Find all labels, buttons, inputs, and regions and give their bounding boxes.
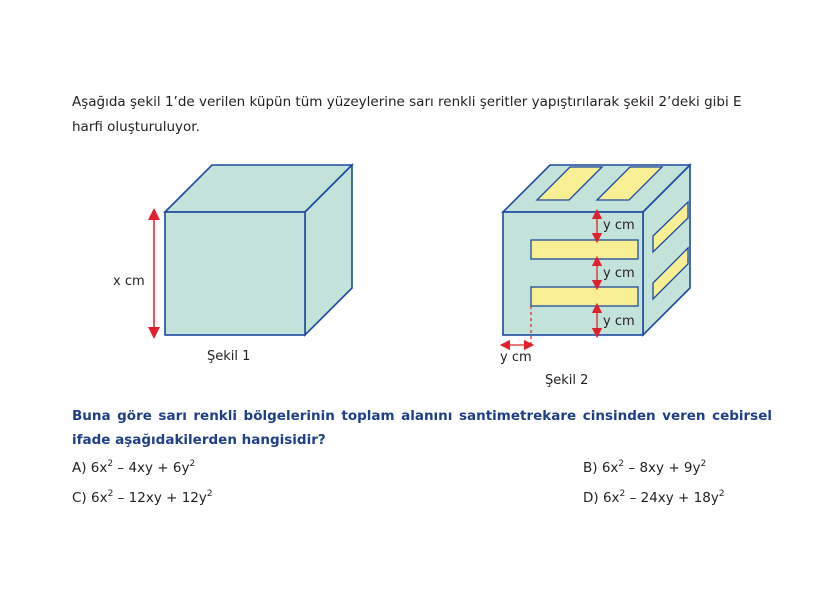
option-exp: 2 <box>619 489 626 499</box>
option-exp: 2 <box>700 459 707 469</box>
option-exp: 2 <box>718 489 725 499</box>
option-a[interactable] <box>72 460 195 476</box>
option-c[interactable] <box>72 490 213 506</box>
cube2-caption: Şekil 2 <box>545 373 589 388</box>
option-exp: 2 <box>618 459 625 469</box>
front-strip-1 <box>531 240 638 259</box>
option-exp: 2 <box>206 489 213 499</box>
option-d[interactable] <box>583 490 725 506</box>
question-text: Buna göre sarı renkli bölgelerinin toplam alanını santimetrekare cinsinden veren cebirsel ifade aşağıdakilerden hangisidir? <box>72 408 772 448</box>
option-exp: 2 <box>189 459 196 469</box>
option-exp: 2 <box>107 489 114 499</box>
option-d-text-2: – 24xy + 18y <box>625 490 719 506</box>
option-c-text-1: C) 6x <box>72 490 108 506</box>
width-label: y cm <box>500 350 532 365</box>
gap-label-3: y cm <box>603 314 635 329</box>
option-exp: 2 <box>107 459 114 469</box>
cube-1 <box>165 165 352 335</box>
option-b-text-2: – 8xy + 9y <box>624 460 701 476</box>
option-b-text-1: B) 6x <box>583 460 619 476</box>
cube1-side-label: x cm <box>113 274 145 289</box>
gap-label-2: y cm <box>603 266 635 281</box>
option-c-text-2: – 12xy + 12y <box>113 490 207 506</box>
front-strip-2 <box>531 287 638 306</box>
option-d-text-1: D) 6x <box>583 490 620 506</box>
option-a-text-1: A) 6x <box>72 460 108 476</box>
option-a-text-2: – 4xy + 6y <box>113 460 190 476</box>
intro-text: Aşağıda şekil 1’de verilen küpün tüm yüzeylerine sarı renkli şeritler yapıştırılarak şekil 2’deki gibi E harfi oluşturuluyor. <box>72 94 742 135</box>
cube1-caption: Şekil 1 <box>207 349 251 364</box>
option-b[interactable] <box>583 460 706 476</box>
gap-label-1: y cm <box>603 218 635 233</box>
